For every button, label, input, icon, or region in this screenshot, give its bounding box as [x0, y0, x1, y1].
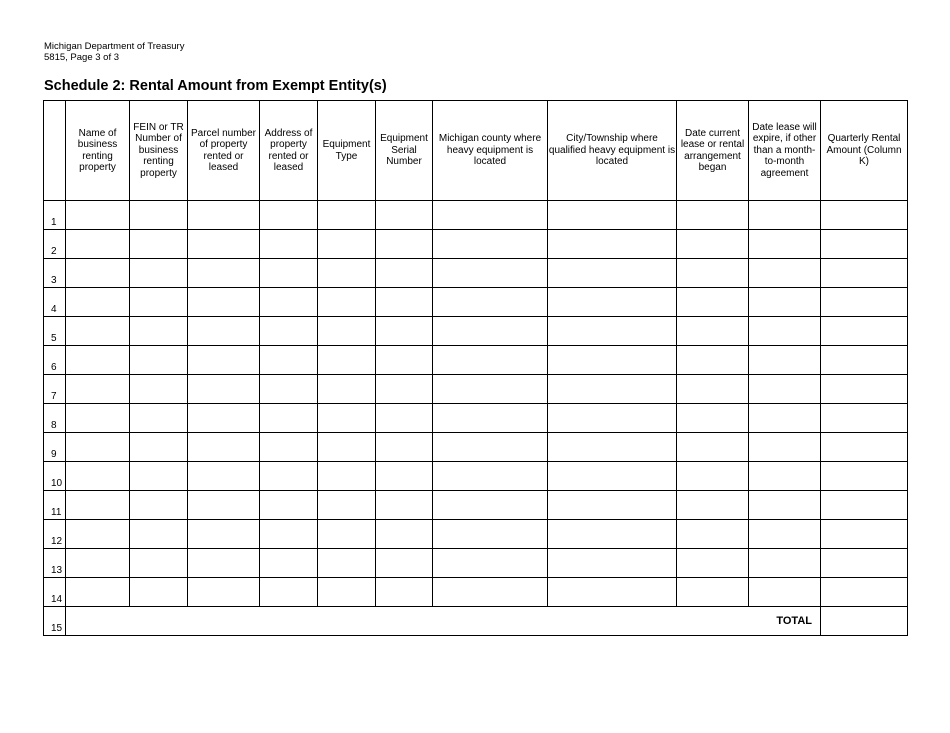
- entry-cell[interactable]: [677, 201, 749, 230]
- entry-cell[interactable]: [260, 520, 318, 549]
- entry-cell[interactable]: [376, 404, 433, 433]
- entry-cell[interactable]: [188, 375, 260, 404]
- entry-cell[interactable]: [260, 375, 318, 404]
- entry-cell[interactable]: [188, 462, 260, 491]
- entry-cell[interactable]: [821, 375, 908, 404]
- entry-cell[interactable]: [66, 230, 130, 259]
- rental-schedule-table: [43, 100, 908, 636]
- line-number: 13: [44, 549, 66, 578]
- entry-cell[interactable]: [188, 230, 260, 259]
- entry-cell[interactable]: [821, 288, 908, 317]
- entry-cell[interactable]: [260, 317, 318, 346]
- entry-cell[interactable]: [821, 520, 908, 549]
- entry-cell[interactable]: [433, 230, 548, 259]
- line-number: 4: [44, 288, 66, 317]
- entry-cell[interactable]: [376, 491, 433, 520]
- entry-cell[interactable]: [677, 259, 749, 288]
- entry-cell[interactable]: [749, 578, 821, 607]
- entry-cell[interactable]: [318, 288, 376, 317]
- entry-cell[interactable]: [376, 317, 433, 346]
- table-row: [44, 288, 908, 317]
- entry-cell[interactable]: [318, 375, 376, 404]
- line-number: 15: [44, 607, 66, 636]
- entry-cell[interactable]: [318, 520, 376, 549]
- entry-cell[interactable]: [433, 346, 548, 375]
- table-row: [44, 201, 908, 230]
- entry-cell[interactable]: [130, 404, 188, 433]
- schedule-title: Schedule 2: Rental Amount from Exempt Entity(s): [44, 78, 387, 94]
- line-number: 5: [44, 317, 66, 346]
- entry-cell[interactable]: [677, 288, 749, 317]
- entry-cell[interactable]: [548, 549, 677, 578]
- entry-cell[interactable]: [821, 549, 908, 578]
- entry-cell[interactable]: [677, 346, 749, 375]
- entry-cell[interactable]: [260, 491, 318, 520]
- entry-cell[interactable]: [66, 520, 130, 549]
- entry-cell[interactable]: [749, 462, 821, 491]
- entry-cell[interactable]: [318, 259, 376, 288]
- line-number: 8: [44, 404, 66, 433]
- entry-cell[interactable]: [66, 462, 130, 491]
- entry-cell[interactable]: [260, 259, 318, 288]
- column-header: City/Township where qualified heavy equipment is located: [548, 101, 677, 201]
- column-header: Date current lease or rental arrangement began: [677, 101, 749, 201]
- entry-cell[interactable]: [376, 549, 433, 578]
- entry-cell[interactable]: [130, 578, 188, 607]
- entry-cell[interactable]: [66, 433, 130, 462]
- entry-cell[interactable]: [749, 201, 821, 230]
- entry-cell[interactable]: [749, 491, 821, 520]
- entry-cell[interactable]: [66, 317, 130, 346]
- entry-cell[interactable]: [749, 317, 821, 346]
- entry-cell[interactable]: [130, 462, 188, 491]
- entry-cell[interactable]: [548, 433, 677, 462]
- total-row: [44, 607, 908, 636]
- entry-cell[interactable]: [433, 404, 548, 433]
- entry-cell[interactable]: [376, 346, 433, 375]
- entry-cell[interactable]: [318, 404, 376, 433]
- header-row: [44, 101, 908, 201]
- entry-cell[interactable]: [260, 433, 318, 462]
- entry-cell[interactable]: [188, 520, 260, 549]
- entry-cell[interactable]: [188, 346, 260, 375]
- agency-header: [44, 41, 184, 63]
- entry-cell[interactable]: [677, 491, 749, 520]
- entry-cell[interactable]: [318, 230, 376, 259]
- line-number: 7: [44, 375, 66, 404]
- entry-cell[interactable]: [188, 578, 260, 607]
- entry-cell[interactable]: [130, 288, 188, 317]
- entry-cell[interactable]: [318, 317, 376, 346]
- entry-cell[interactable]: [749, 288, 821, 317]
- entry-cell[interactable]: [318, 549, 376, 578]
- entry-cell[interactable]: [548, 346, 677, 375]
- entry-cell[interactable]: [749, 433, 821, 462]
- entry-cell[interactable]: [433, 578, 548, 607]
- entry-cell[interactable]: [188, 288, 260, 317]
- entry-cell[interactable]: [749, 404, 821, 433]
- entry-cell[interactable]: [318, 462, 376, 491]
- entry-cell[interactable]: [188, 433, 260, 462]
- entry-cell[interactable]: [749, 259, 821, 288]
- entry-cell[interactable]: [66, 259, 130, 288]
- column-header: Michigan county where heavy equipment is located: [433, 101, 548, 201]
- entry-cell[interactable]: [66, 288, 130, 317]
- entry-cell[interactable]: [677, 404, 749, 433]
- line-number: 11: [44, 491, 66, 520]
- table-row: [44, 230, 908, 259]
- entry-cell[interactable]: [677, 317, 749, 346]
- entry-cell[interactable]: [821, 433, 908, 462]
- entry-cell[interactable]: [433, 549, 548, 578]
- entry-cell[interactable]: [821, 201, 908, 230]
- table-row: [44, 578, 908, 607]
- entry-cell[interactable]: [188, 201, 260, 230]
- column-header: Parcel number of property rented or leased: [188, 101, 260, 201]
- line-number-header: [44, 101, 66, 201]
- entry-cell[interactable]: [677, 549, 749, 578]
- entry-cell[interactable]: [318, 578, 376, 607]
- entry-cell[interactable]: [260, 288, 318, 317]
- line-number: 9: [44, 433, 66, 462]
- entry-cell[interactable]: [433, 520, 548, 549]
- column-header: Name of business renting property: [66, 101, 130, 201]
- entry-cell[interactable]: [548, 404, 677, 433]
- entry-cell[interactable]: [260, 346, 318, 375]
- entry-cell[interactable]: [130, 230, 188, 259]
- entry-cell[interactable]: [548, 578, 677, 607]
- entry-cell[interactable]: [433, 317, 548, 346]
- entry-cell[interactable]: [260, 201, 318, 230]
- column-header: Equipment Type: [318, 101, 376, 201]
- entry-cell[interactable]: [130, 259, 188, 288]
- entry-cell[interactable]: [318, 201, 376, 230]
- table-row: [44, 433, 908, 462]
- entry-cell[interactable]: [376, 578, 433, 607]
- entry-cell[interactable]: [376, 462, 433, 491]
- entry-cell[interactable]: [821, 462, 908, 491]
- entry-cell[interactable]: [548, 375, 677, 404]
- entry-cell[interactable]: [548, 288, 677, 317]
- entry-cell[interactable]: [433, 491, 548, 520]
- entry-cell[interactable]: [66, 404, 130, 433]
- entry-cell[interactable]: [821, 346, 908, 375]
- table-row: [44, 462, 908, 491]
- table-row: [44, 491, 908, 520]
- table-row: [44, 346, 908, 375]
- entry-cell[interactable]: [188, 404, 260, 433]
- entry-cell[interactable]: [548, 491, 677, 520]
- entry-cell[interactable]: [376, 375, 433, 404]
- entry-cell[interactable]: [376, 259, 433, 288]
- entry-cell[interactable]: [188, 259, 260, 288]
- table-row: [44, 259, 908, 288]
- entry-cell[interactable]: [821, 578, 908, 607]
- entry-cell[interactable]: [821, 317, 908, 346]
- column-header: Quarterly Rental Amount (Column K): [821, 101, 908, 201]
- entry-cell[interactable]: [433, 288, 548, 317]
- entry-cell[interactable]: [66, 346, 130, 375]
- entry-cell[interactable]: [749, 230, 821, 259]
- entry-cell[interactable]: [749, 346, 821, 375]
- line-number: 14: [44, 578, 66, 607]
- entry-cell[interactable]: [433, 462, 548, 491]
- entry-cell[interactable]: [66, 491, 130, 520]
- entry-cell[interactable]: [318, 491, 376, 520]
- column-header: FEIN or TR Number of business renting property: [130, 101, 188, 201]
- entry-cell[interactable]: [376, 201, 433, 230]
- form-page-number: 5815, Page 3 of 3: [44, 52, 120, 63]
- entry-cell[interactable]: [318, 346, 376, 375]
- entry-cell[interactable]: [821, 491, 908, 520]
- table-row: [44, 317, 908, 346]
- entry-cell[interactable]: [130, 375, 188, 404]
- entry-cell[interactable]: [548, 230, 677, 259]
- entry-cell[interactable]: [433, 375, 548, 404]
- entry-cell[interactable]: [677, 230, 749, 259]
- entry-cell[interactable]: [548, 520, 677, 549]
- column-header: Address of property rented or leased: [260, 101, 318, 201]
- line-number: 3: [44, 259, 66, 288]
- entry-cell[interactable]: [66, 375, 130, 404]
- entry-cell[interactable]: [66, 578, 130, 607]
- entry-cell[interactable]: [677, 520, 749, 549]
- entry-cell[interactable]: [188, 549, 260, 578]
- entry-cell[interactable]: [260, 578, 318, 607]
- entry-cell[interactable]: [130, 549, 188, 578]
- entry-cell[interactable]: [677, 433, 749, 462]
- entry-cell[interactable]: [548, 462, 677, 491]
- entry-cell[interactable]: [821, 404, 908, 433]
- entry-cell[interactable]: [749, 549, 821, 578]
- entry-cell[interactable]: [66, 549, 130, 578]
- agency-name: Michigan Department of Treasury: [44, 41, 185, 52]
- line-number: 6: [44, 346, 66, 375]
- line-number: 10: [44, 462, 66, 491]
- table-row: [44, 520, 908, 549]
- entry-cell[interactable]: [548, 201, 677, 230]
- entry-cell[interactable]: [376, 433, 433, 462]
- entry-cell[interactable]: [130, 201, 188, 230]
- entry-cell[interactable]: [433, 201, 548, 230]
- table-row: [44, 549, 908, 578]
- column-header: Equipment Serial Number: [376, 101, 433, 201]
- entry-cell[interactable]: [130, 346, 188, 375]
- line-number: 2: [44, 230, 66, 259]
- entry-cell[interactable]: [376, 288, 433, 317]
- entry-cell[interactable]: [66, 201, 130, 230]
- entry-cell[interactable]: [821, 259, 908, 288]
- table-row: [44, 404, 908, 433]
- line-number: 12: [44, 520, 66, 549]
- entry-cell[interactable]: [188, 317, 260, 346]
- entry-cell[interactable]: [318, 433, 376, 462]
- entry-cell[interactable]: [433, 433, 548, 462]
- entry-cell[interactable]: [130, 317, 188, 346]
- column-header: Date lease will expire, if other than a month-to-month agreement: [749, 101, 821, 201]
- total-amount-cell[interactable]: [821, 607, 908, 636]
- entry-cell[interactable]: [821, 230, 908, 259]
- total-label: TOTAL: [66, 607, 821, 636]
- entry-cell[interactable]: [130, 433, 188, 462]
- entry-cell[interactable]: [749, 520, 821, 549]
- entry-cell[interactable]: [260, 230, 318, 259]
- entry-cell[interactable]: [130, 520, 188, 549]
- entry-cell[interactable]: [130, 491, 188, 520]
- entry-cell[interactable]: [677, 375, 749, 404]
- entry-cell[interactable]: [260, 549, 318, 578]
- entry-cell[interactable]: [188, 491, 260, 520]
- entry-cell[interactable]: [260, 462, 318, 491]
- entry-cell[interactable]: [260, 404, 318, 433]
- entry-cell[interactable]: [749, 375, 821, 404]
- entry-cell[interactable]: [376, 230, 433, 259]
- entry-cell[interactable]: [548, 259, 677, 288]
- entry-cell[interactable]: [433, 259, 548, 288]
- table-row: [44, 375, 908, 404]
- entry-cell[interactable]: [677, 462, 749, 491]
- entry-cell[interactable]: [677, 578, 749, 607]
- entry-cell[interactable]: [548, 317, 677, 346]
- line-number: 1: [44, 201, 66, 230]
- entry-cell[interactable]: [376, 520, 433, 549]
